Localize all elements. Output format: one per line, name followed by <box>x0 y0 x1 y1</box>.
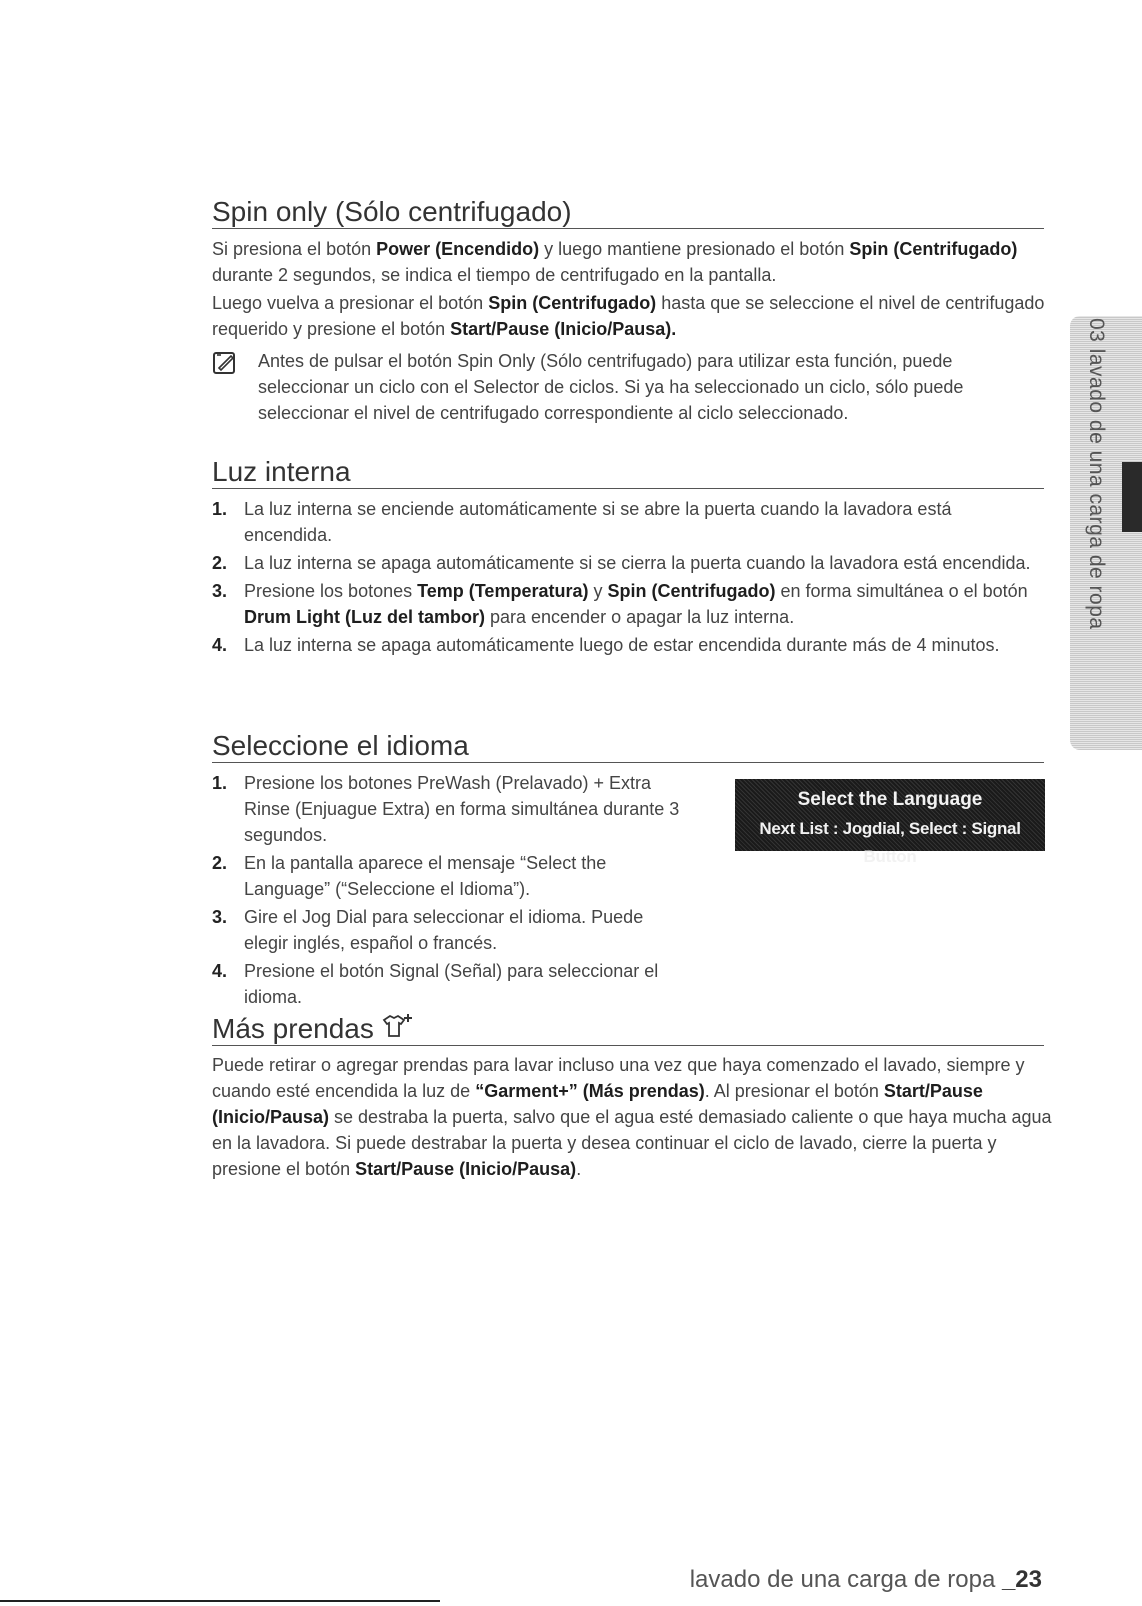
spin-paragraph-2-run: Start/Pause (Inicio/Pausa). <box>450 319 677 339</box>
idioma-list <box>212 770 692 1012</box>
list-item-text-run: La luz interna se apaga automáticamente si se cierra la puerta cuando la lavadora está encendida. <box>244 553 1031 573</box>
list-item-text-run: La luz interna se enciende automáticamente si se abre la puerta cuando la lavadora está encendida. <box>244 499 952 545</box>
list-item <box>212 958 692 1010</box>
list-item-text-run: Presione el botón Signal (Señal) para seleccionar el idioma. <box>244 961 659 1007</box>
list-item-number: 4. <box>212 635 228 655</box>
spin-note <box>212 348 1042 426</box>
spin-paragraph-2-run: Spin (Centrifugado) <box>488 293 657 313</box>
list-item-text-run: Gire el Jog Dial para seleccionar el idioma. Puede elegir inglés, español o francés. <box>244 907 644 953</box>
bottom-rule <box>0 1600 440 1602</box>
chapter-tab-label: 03 lavado de una carga de ropa <box>1085 318 1108 630</box>
list-item-text-run: para encender o apagar la luz interna. <box>484 607 795 627</box>
list-item-text-run: Presione los botones PreWash (Prelavado) + Extra Rinse (Enjuague Extra) en forma simultánea durante 3 segundos. <box>244 773 680 845</box>
list-item-text-run: La luz interna se apaga automáticamente luego de estar encendida durante más de 4 minutos. <box>244 635 1000 655</box>
mas-prendas-title <box>212 1012 1044 1046</box>
list-item-number: 1. <box>212 499 228 519</box>
mas-prendas-paragraph-run: . Al presionar el botón <box>704 1081 884 1101</box>
mas-prendas-paragraph-run: se destraba la puerta, salvo que el agua esté demasiado caliente o que haya mucha agua en la lavadora. Si puede destrabar la puerta y desea continuar el ciclo de lavado, cierre la puerta y presione el botón <box>212 1107 1052 1179</box>
mas-prendas-paragraph <box>212 1052 1052 1182</box>
spin-paragraph-1-run: durante 2 segundos, se indica el tiempo de centrifugado en la pantalla. <box>212 265 777 285</box>
list-item <box>212 904 692 956</box>
list-item <box>212 632 1042 658</box>
list-item <box>212 550 1042 576</box>
mas-prendas-paragraph-run: “Garment+” (Más prendas) <box>475 1081 705 1101</box>
list-item-number: 2. <box>212 853 228 873</box>
spin-note-text: Antes de pulsar el botón Spin Only (Sólo centrifugado) para utilizar esta función, puede seleccionar un ciclo con el Selector de ciclos. Si ya ha seleccionado un ciclo, sólo puede seleccionar el nivel de centrifugado correspondiente al ciclo seleccionado. <box>258 351 964 423</box>
garment-plus-icon <box>380 1012 414 1042</box>
spin-paragraph-1-run: Power (Encendido) <box>376 239 540 259</box>
footer-chapter-text: lavado de una carga de ropa <box>689 1566 1002 1593</box>
list-item <box>212 770 692 848</box>
list-item-number: 1. <box>212 773 228 793</box>
chapter-tab-marker <box>1122 462 1142 532</box>
spin-paragraph-1-run: y luego mantiene presionado el botón <box>539 239 850 259</box>
list-item-number: 3. <box>212 907 228 927</box>
list-item <box>212 496 1042 548</box>
spin-paragraph-2 <box>212 290 1052 342</box>
mas-prendas-paragraph-run: Start/Pause (Inicio/Pausa) <box>355 1159 577 1179</box>
display-line-2: Next List : Jogdial, Select : Signal Button <box>759 819 1021 866</box>
page-number: _23 <box>1001 1566 1042 1593</box>
list-item-number: 3. <box>212 581 228 601</box>
spin-paragraph-2-run: hasta que se seleccione el nivel de centrifugado requerido y presione el botón <box>212 293 1045 339</box>
page-footer <box>690 1566 1042 1594</box>
luz-interna-title: Luz interna <box>212 456 1044 489</box>
spin-paragraph-1 <box>212 236 1052 288</box>
mas-prendas-paragraph-run: Puede retirar o agregar prendas para lavar incluso una vez que haya comenzado el lavado, siempre y cuando esté encendida la luz de <box>212 1055 1025 1101</box>
idioma-title: Seleccione el idioma <box>212 730 1044 763</box>
list-item <box>212 578 1042 630</box>
list-item-text-run: Spin (Centrifugado) <box>607 581 776 601</box>
spin-paragraph-1-run: Spin (Centrifugado) <box>849 239 1018 259</box>
list-item-number: 4. <box>212 961 228 981</box>
note-icon <box>212 350 238 376</box>
mas-prendas-title-text: Más prendas <box>212 1013 374 1044</box>
list-item-text-run: Presione los botones <box>244 581 418 601</box>
list-item-text-run: En la pantalla aparece el mensaje “Select the Language” (“Seleccione el Idioma”). <box>244 853 607 899</box>
language-display <box>735 779 1045 866</box>
spin-paragraph-1-run: Si presiona el botón <box>212 239 377 259</box>
list-item-text-run: Drum Light (Luz del tambor) <box>244 607 485 627</box>
luz-interna-list <box>212 496 1042 660</box>
list-item-text-run: Temp (Temperatura) <box>417 581 589 601</box>
mas-prendas-paragraph-run: . <box>576 1159 582 1179</box>
list-item-text-run: y <box>588 581 608 601</box>
spin-only-title: Spin only (Sólo centrifugado) <box>212 196 1044 229</box>
display-line-1: Select the Language <box>797 789 983 810</box>
list-item-number: 2. <box>212 553 228 573</box>
list-item-text-run: en forma simultánea o el botón <box>775 581 1028 601</box>
spin-paragraph-2-run: Luego vuelva a presionar el botón <box>212 293 489 313</box>
mas-prendas-paragraph-run: Start/Pause (Inicio/Pausa) <box>212 1081 983 1127</box>
list-item <box>212 850 692 902</box>
